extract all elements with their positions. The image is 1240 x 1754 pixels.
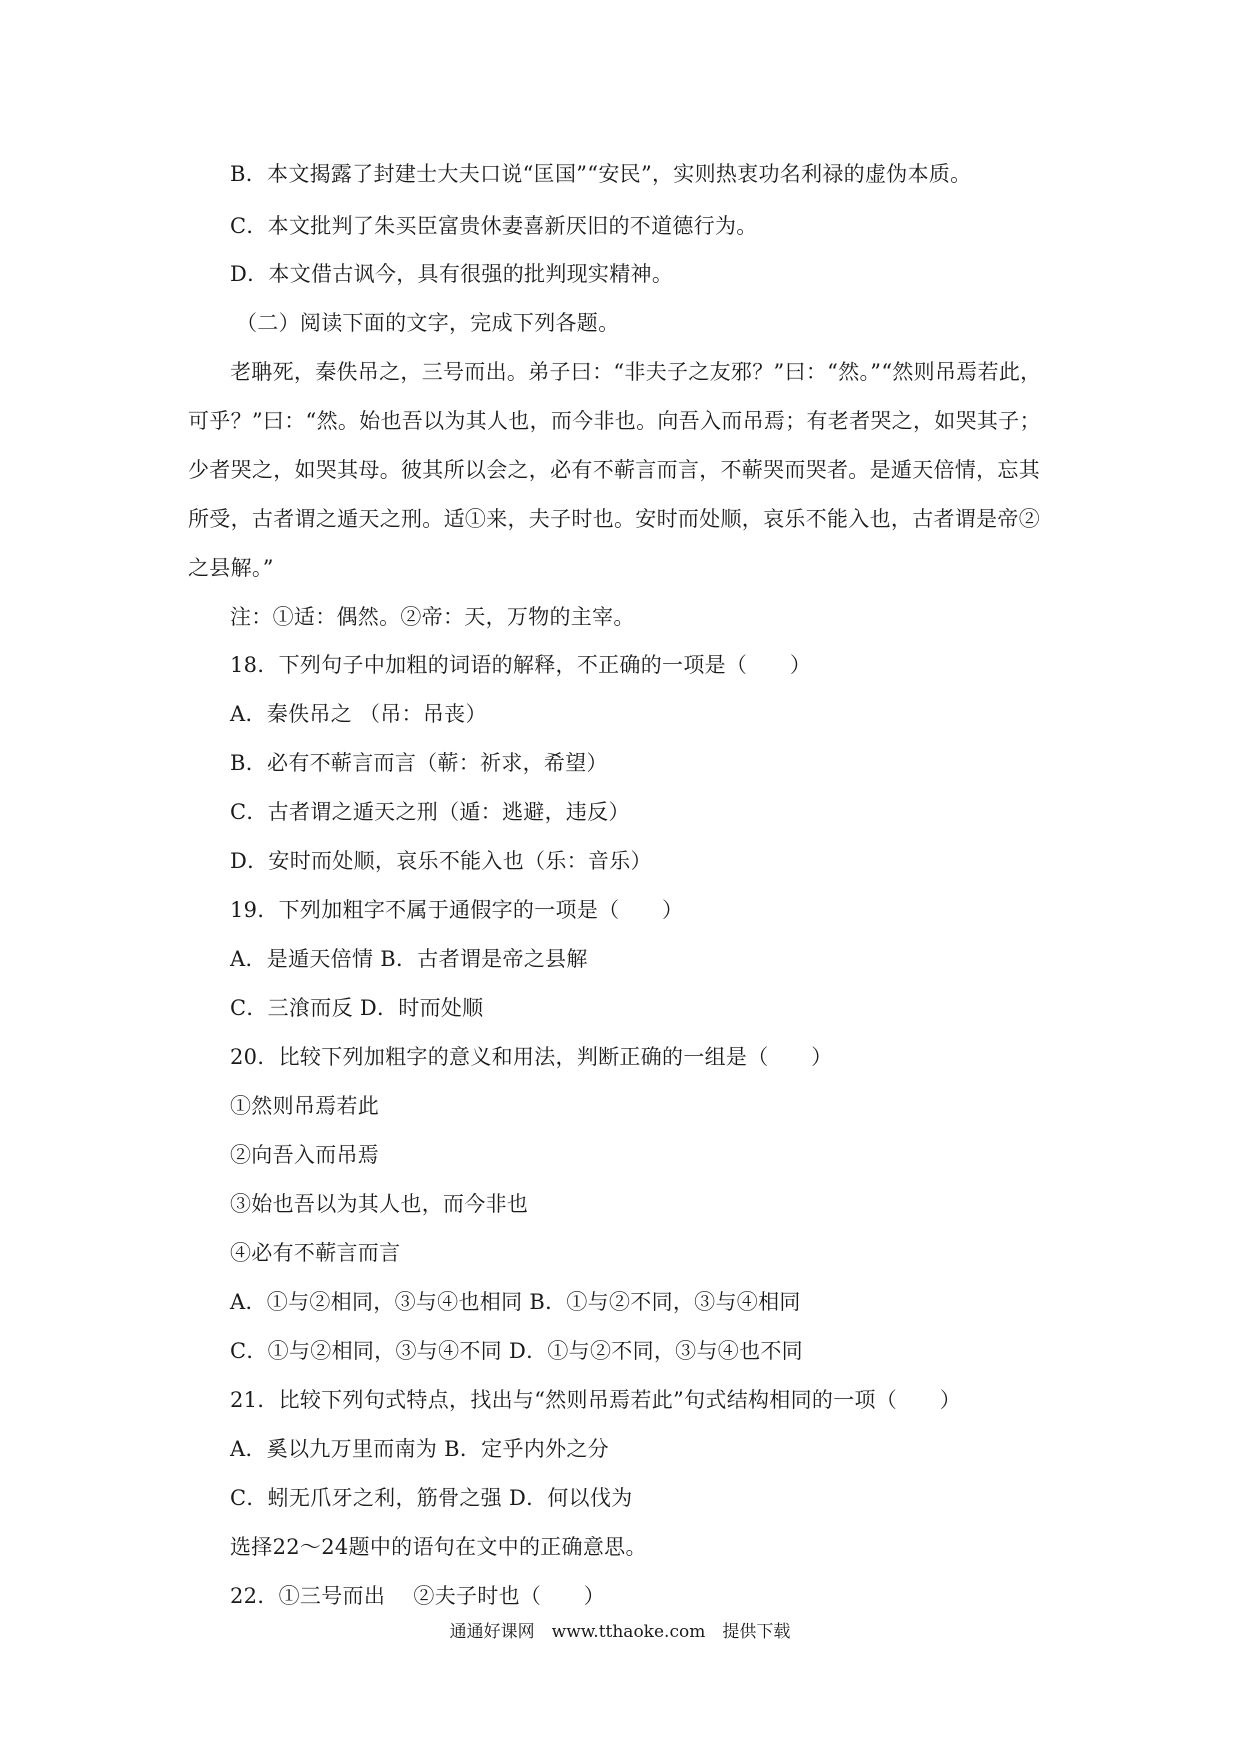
passage-line: 之县解。” [188,556,274,580]
question-18-option-d: D．安时而处顺，哀乐不能入也（乐：音乐） [230,849,652,873]
question-19-options-ab: A．是遁天倍情 B．古者谓是帝之县解 [230,947,588,971]
passage-line: 所受，古者谓之遁天之刑。适①来，夫子时也。安时而处顺，哀乐不能入也，古者谓是帝② [188,507,1040,531]
section-heading: （二）阅读下面的文字，完成下列各题。 [236,311,620,335]
question-18-option-c: C．古者谓之遁天之刑（遁：逃避，违反） [230,800,630,824]
question-20-item: ③始也吾以为其人也，而今非也 [230,1192,529,1216]
passage-line: 可乎？”曰：“然。始也吾以为其人也，而今非也。向吾入而吊焉；有老者哭之，如哭其子； [188,409,1041,433]
instruction-text: 选择22～24题中的语句在文中的正确意思。 [230,1535,647,1559]
question-18-stem: 18．下列句子中加粗的词语的解释，不正确的一项是（ ） [230,653,812,677]
question-20-item: ②向吾入而吊焉 [230,1143,380,1167]
question-22-stem: 22．①三号而出 ②夫子时也（ ） [230,1584,606,1608]
question-18-option-b: B．必有不蕲言而言（蕲：祈求，希望） [230,751,608,775]
question-19-stem: 19．下列加粗字不属于通假字的一项是（ ） [230,898,684,922]
page-footer: 通通好课网 www.tthaoke.com 提供下载 [449,1622,791,1642]
option-b-prev: B．本文揭露了封建士大夫口说“匡国”“安民”，实则热衷功名利禄的虚伪本质。 [230,162,972,186]
question-21-stem: 21．比较下列句式特点，找出与“然则吊焉若此”句式结构相同的一项（ ） [230,1388,961,1412]
question-20-options-ab: A．①与②相同，③与④也相同 B．①与②不同，③与④相同 [230,1290,801,1314]
option-d-prev: D．本文借古讽今，具有很强的批判现实精神。 [230,262,674,286]
question-19-options-cd: C．三湌而反 D．时而处顺 [230,996,484,1020]
question-18-option-a: A．秦佚吊之 （吊：吊丧） [230,702,487,726]
question-21-options-ab: A．奚以九万里而南为 B．定乎内外之分 [230,1437,609,1461]
annotation-note: 注：①适：偶然。②帝：天，万物的主宰。 [230,605,635,629]
passage-line: 老聃死，秦佚吊之，三号而出。弟子曰：“非夫子之友邪？”曰：“然。”“然则吊焉若此， [230,360,1042,384]
question-20-item: ①然则吊焉若此 [230,1094,380,1118]
question-20-stem: 20．比较下列加粗字的意义和用法，判断正确的一组是（ ） [230,1045,833,1069]
question-21-options-cd: C．蚓无爪牙之利，筋骨之强 D．何以伐为 [230,1486,633,1510]
question-20-item: ④必有不蕲言而言 [230,1241,401,1265]
question-20-options-cd: C．①与②相同，③与④不同 D．①与②不同，③与④也不同 [230,1339,803,1363]
passage-line: 少者哭之，如哭其母。彼其所以会之，必有不蕲言而言，不蕲哭而哭者。是遁天倍情，忘其 [188,458,1040,482]
option-c-prev: C．本文批判了朱买臣富贵休妻喜新厌旧的不道德行为。 [230,214,758,238]
